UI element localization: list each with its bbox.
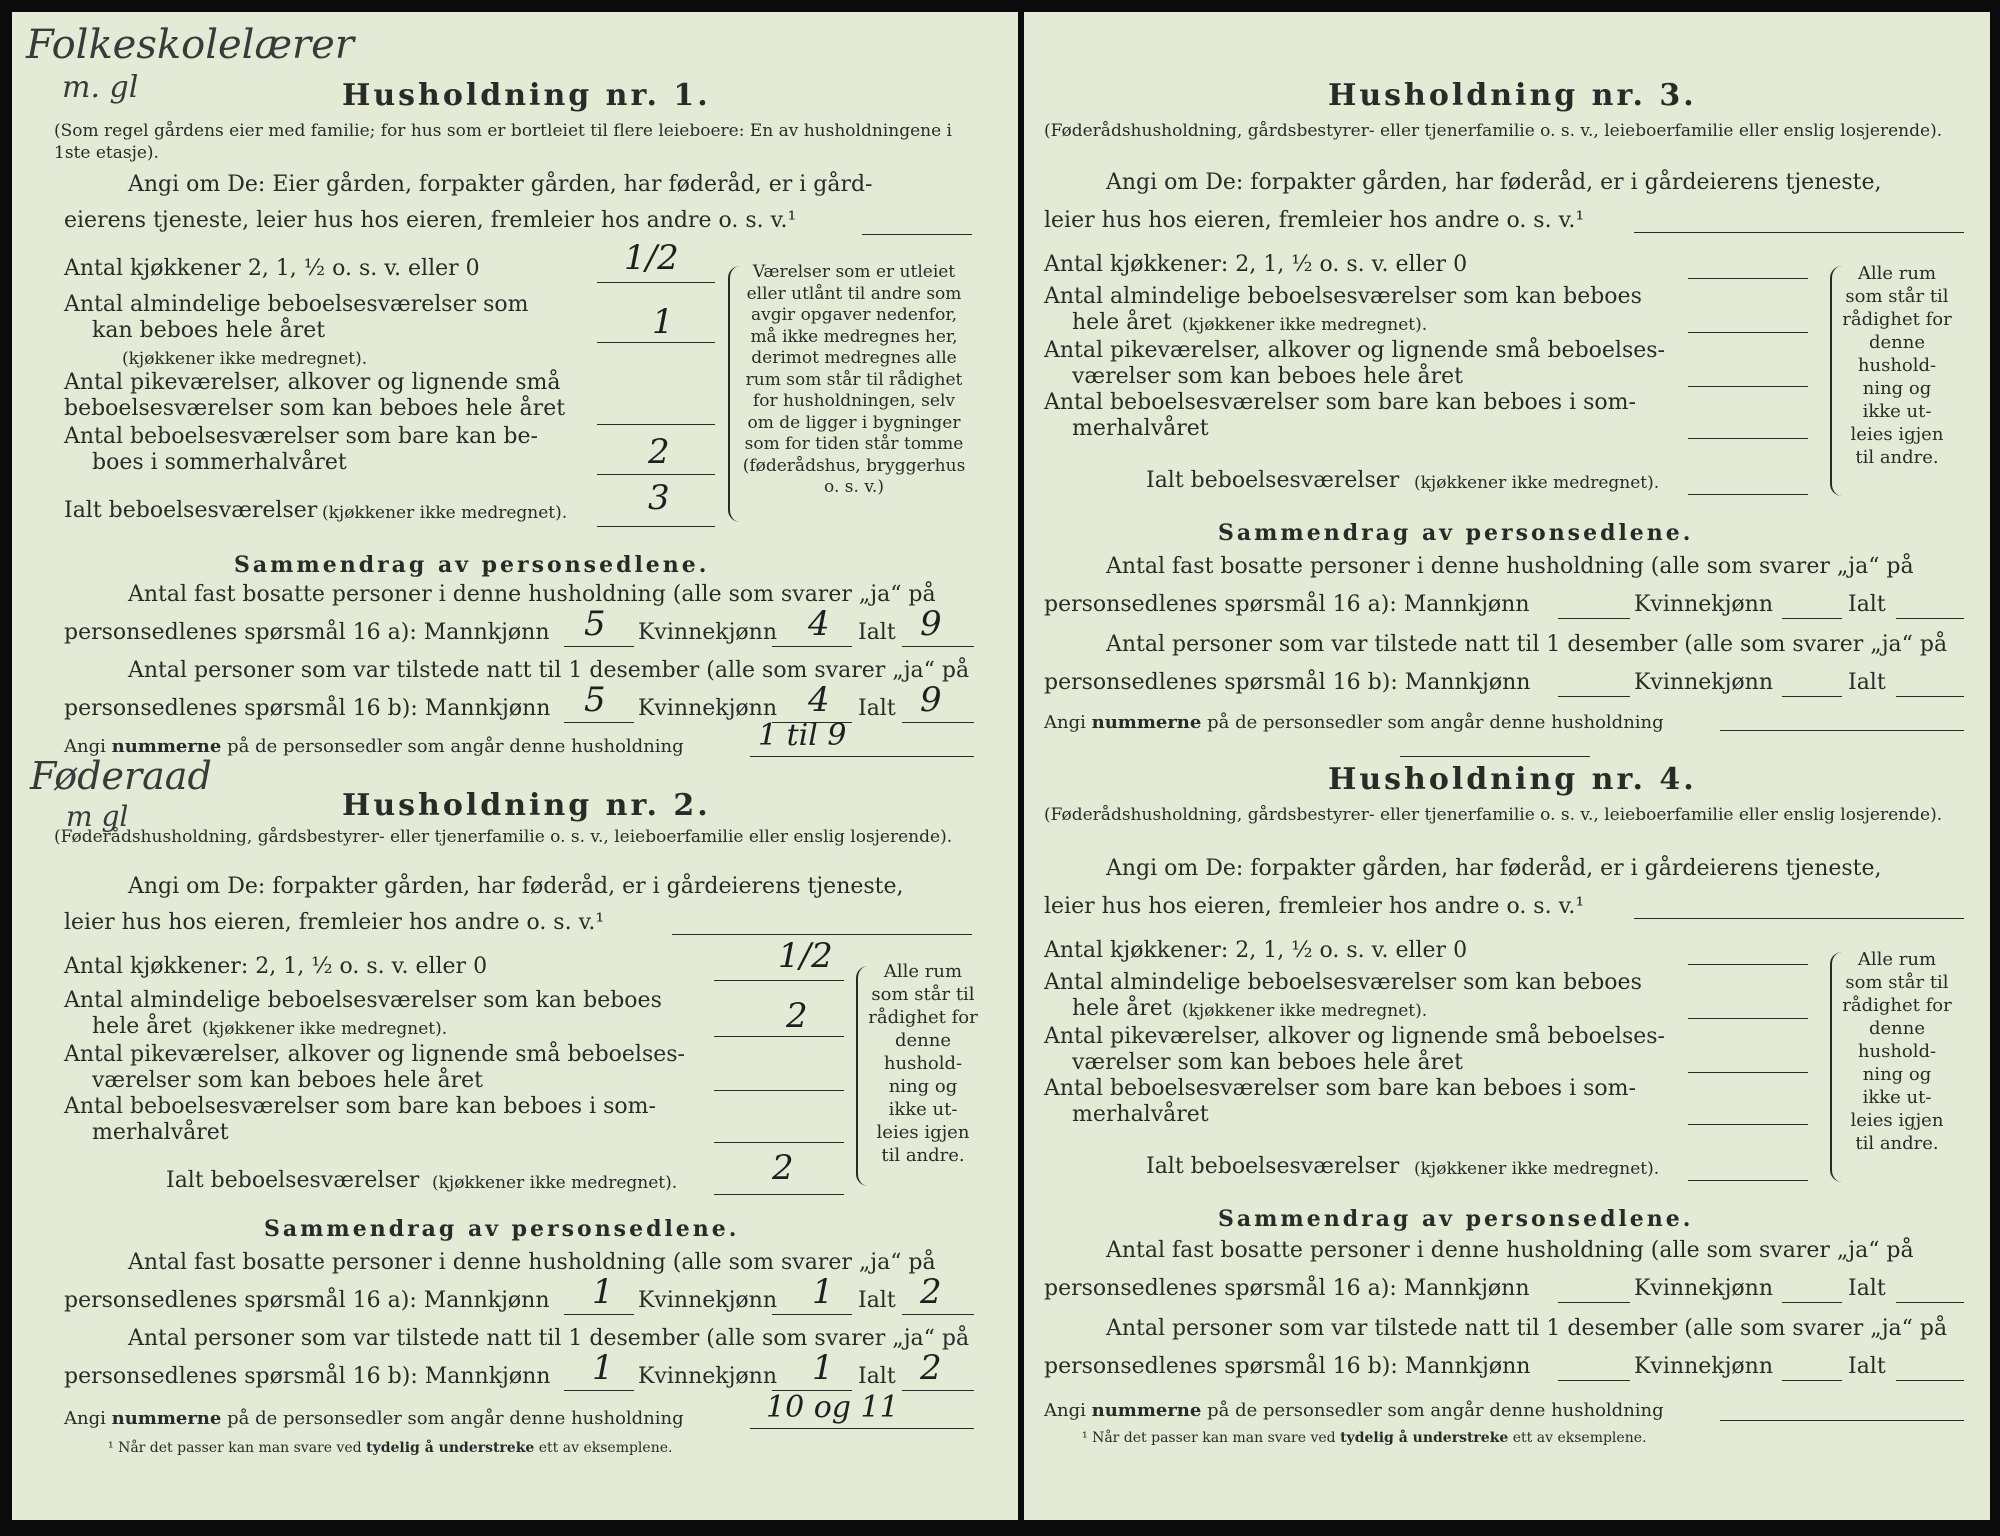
q-kjokkener: Antal kjøkkener: 2, 1, ½ o. s. v. eller 0 bbox=[1044, 252, 1468, 277]
summary-a-line2: personsedlenes spørsmål 16 a): Mannkjønn bbox=[64, 620, 550, 645]
household-1-angi-line2: eierens tjeneste, leier hus hos eieren, fremleier hos andre o. s. v.¹ bbox=[64, 208, 797, 233]
kvinne-label: Kvinnekjønn bbox=[1634, 670, 1773, 695]
q-sommer-2: boes i sommerhalvåret bbox=[92, 450, 347, 475]
answer-a-ialt: 9 bbox=[920, 604, 942, 644]
q-almindelige-note: (kjøkkener ikke medregnet). bbox=[122, 349, 368, 369]
q-sommer: Antal beboelsesværelser som bare kan beboes i som- bbox=[1044, 1076, 1636, 1101]
q-almindelige: Antal almindelige beboelsesværelser som kan beboes bbox=[64, 988, 662, 1013]
answer-a-kvinne: 1 bbox=[812, 1272, 834, 1312]
summary-b-line1: Antal personer som var tilstede natt til 1 desember (alle som svarer „ja“ på bbox=[128, 658, 970, 683]
side-note: Alle rum som står til rådighet for denne hushold-ning og ikke ut-leies igjen til andre. bbox=[1842, 949, 1952, 1154]
brace bbox=[856, 966, 868, 1186]
answer-a-mann: 1 bbox=[592, 1272, 614, 1312]
q-kjokkener: Antal kjøkkener: 2, 1, ½ o. s. v. eller 0 bbox=[1044, 938, 1468, 963]
side-note: Alle rum som står til rådighet for denne hushold-ning og ikke ut-leies igjen til andre. bbox=[868, 961, 978, 1166]
answer-nummerne: 10 og 11 bbox=[766, 1390, 899, 1425]
household-4-title: Husholdning nr. 4. bbox=[1328, 762, 1697, 797]
household-3-title: Husholdning nr. 3. bbox=[1328, 78, 1697, 113]
household-2-title: Husholdning nr. 2. bbox=[342, 788, 711, 823]
kvinne-label: Kvinnekjønn bbox=[638, 1288, 777, 1313]
q-sommer: Antal beboelsesværelser som bare kan be- bbox=[64, 424, 538, 449]
q-pike-2: beboelsesværelser som kan beboes hele året bbox=[64, 396, 566, 421]
q-sommer: Antal beboelsesværelser som bare kan beboes i som- bbox=[1044, 390, 1636, 415]
household-2-angi-line1: Angi om De: forpakter gården, har føderåd, er i gårdeierens tjeneste, bbox=[128, 874, 904, 899]
q-sommer-2: merhalvåret bbox=[1072, 416, 1209, 441]
q-almindelige: Antal almindelige beboelsesværelser som kan beboes bbox=[1044, 284, 1642, 309]
angi-nummerne: Angi nummerne på de personsedler som angår denne husholdning bbox=[1044, 712, 1664, 733]
summary-b-line1: Antal personer som var tilstede natt til 1 desember (alle som svarer „ja“ på bbox=[1106, 632, 1948, 657]
q-pike: Antal pikeværelser, alkover og lignende små beboelses- bbox=[1044, 1024, 1665, 1049]
q-almindelige-2: hele året bbox=[1072, 996, 1172, 1021]
brace bbox=[728, 266, 740, 522]
answer-b-kvinne: 1 bbox=[812, 1348, 834, 1388]
kvinne-label: Kvinnekjønn bbox=[1634, 592, 1773, 617]
ialt-label: Ialt bbox=[858, 1364, 896, 1389]
household-1-angi-line1: Angi om De: Eier gården, forpakter gården, har føderåd, er i gård- bbox=[128, 172, 873, 197]
summary-a-line1: Antal fast bosatte personer i denne husholdning (alle som svarer „ja“ på bbox=[1106, 1238, 1914, 1263]
side-note: Værelser som er utleiet eller utlånt til andre som avgir opgaver nedenfor, må ikke medregnes her, derimot medregnes alle rum som står til rådighet for husholdningen, selv om de ligger i bygninger som for tiden står tomme (føderådshus, bryggerhus o. s. v.) bbox=[742, 262, 966, 497]
q-pike-2: værelser som kan beboes hele året bbox=[92, 1068, 483, 1093]
answer-b-ialt: 2 bbox=[920, 1348, 942, 1388]
footnote: ¹ Når det passer kan man svare ved tydelig å understreke ett av eksemplene. bbox=[108, 1440, 673, 1456]
answer-b-kvinne: 4 bbox=[808, 680, 830, 720]
summary-a-line2: personsedlenes spørsmål 16 a): Mannkjønn bbox=[1044, 592, 1530, 617]
q-sommer: Antal beboelsesværelser som bare kan beboes i som- bbox=[64, 1094, 656, 1119]
q-almindelige-2: hele året bbox=[1072, 310, 1172, 335]
household-3-angi-line1: Angi om De: forpakter gården, har føderåd, er i gårdeierens tjeneste, bbox=[1106, 170, 1882, 195]
q-almindelige: Antal almindelige beboelsesværelser som kan beboes bbox=[1044, 970, 1642, 995]
q-ialt: Ialt beboelsesværelser bbox=[1146, 468, 1400, 493]
household-3-subtitle: (Føderådshusholdning, gårdsbestyrer- eller tjenerfamilie o. s. v., leieboerfamilie eller enslig losjerende). bbox=[1044, 121, 1943, 141]
q-pike-2: værelser som kan beboes hele året bbox=[1072, 364, 1463, 389]
household-1-title: Husholdning nr. 1. bbox=[342, 78, 711, 113]
side-note: Alle rum som står til rådighet for denne hushold-ning og ikke ut-leies igjen til andre. bbox=[1842, 263, 1952, 468]
summary-title: Sammendrag av personsedlene. bbox=[1218, 520, 1694, 546]
answer-almindelige: 1 bbox=[652, 302, 674, 342]
q-almindelige-note: (kjøkkener ikke medregnet). bbox=[1182, 315, 1428, 335]
ialt-label: Ialt bbox=[858, 620, 896, 645]
summary-b-line2: personsedlenes spørsmål 16 b): Mannkjønn bbox=[1044, 670, 1531, 695]
household-2-angi-line2: leier hus hos eieren, fremleier hos andre o. s. v.¹ bbox=[64, 910, 605, 935]
household-3-angi-line2: leier hus hos eieren, fremleier hos andre o. s. v.¹ bbox=[1044, 208, 1585, 233]
q-almindelige: Antal almindelige beboelsesværelser som bbox=[64, 292, 529, 317]
answer-b-mann: 5 bbox=[584, 680, 606, 720]
ialt-label: Ialt bbox=[1848, 1354, 1886, 1379]
household-4-subtitle: (Føderådshusholdning, gårdsbestyrer- eller tjenerfamilie o. s. v., leieboerfamilie eller enslig losjerende). bbox=[1044, 805, 1943, 825]
answer-b-mann: 1 bbox=[592, 1348, 614, 1388]
q-ialt: Ialt beboelsesværelser bbox=[166, 1168, 420, 1193]
ialt-label: Ialt bbox=[1848, 1276, 1886, 1301]
q-almindelige-note: (kjøkkener ikke medregnet). bbox=[1182, 1001, 1428, 1021]
q-almindelige-2: hele året bbox=[92, 1014, 192, 1039]
summary-b-line1: Antal personer som var tilstede natt til 1 desember (alle som svarer „ja“ på bbox=[1106, 1316, 1948, 1341]
q-almindelige-2: kan beboes hele året bbox=[92, 318, 326, 343]
answer-kjokkener: 1/2 bbox=[624, 238, 679, 278]
kvinne-label: Kvinnekjønn bbox=[638, 696, 777, 721]
summary-b-line2: personsedlenes spørsmål 16 b): Mannkjønn bbox=[64, 1364, 551, 1389]
answer-ialt: 3 bbox=[648, 478, 670, 518]
angi-nummerne: Angi nummerne på de personsedler som angår denne husholdning bbox=[1044, 1400, 1664, 1421]
q-ialt-note: (kjøkkener ikke medregnet). bbox=[1414, 1159, 1660, 1179]
household-1-subtitle: (Som regel gårdens eier med familie; for hus som er bortleiet til flere leieboere: En av husholdningene i 1ste etasje). bbox=[54, 121, 952, 163]
ialt-label: Ialt bbox=[1848, 670, 1886, 695]
summary-a-line1: Antal fast bosatte personer i denne husholdning (alle som svarer „ja“ på bbox=[128, 1250, 936, 1275]
brace bbox=[1830, 952, 1842, 1182]
handwritten-annotation: m. gl bbox=[62, 70, 139, 105]
angi-nummerne: Angi nummerne på de personsedler som angår denne husholdning bbox=[64, 736, 684, 757]
brace bbox=[1830, 266, 1842, 496]
answer-a-mann: 5 bbox=[584, 604, 606, 644]
q-pike: Antal pikeværelser, alkover og lignende små beboelses- bbox=[64, 1042, 685, 1067]
kvinne-label: Kvinnekjønn bbox=[1634, 1354, 1773, 1379]
summary-a-line2: personsedlenes spørsmål 16 a): Mannkjønn bbox=[1044, 1276, 1530, 1301]
ialt-label: Ialt bbox=[858, 696, 896, 721]
handwritten-annotation: Føderaad bbox=[30, 754, 212, 798]
ialt-label: Ialt bbox=[1848, 592, 1886, 617]
summary-a-line2: personsedlenes spørsmål 16 a): Mannkjønn bbox=[64, 1288, 550, 1313]
angi-nummerne: Angi nummerne på de personsedler som angår denne husholdning bbox=[64, 1408, 684, 1429]
summary-title: Sammendrag av personsedlene. bbox=[264, 1216, 740, 1242]
answer-almindelige: 2 bbox=[786, 996, 808, 1036]
q-sommer-2: merhalvåret bbox=[1072, 1102, 1209, 1127]
kvinne-label: Kvinnekjønn bbox=[1634, 1276, 1773, 1301]
left-page bbox=[12, 12, 1018, 1520]
household-4-angi-line1: Angi om De: forpakter gården, har føderåd, er i gårdeierens tjeneste, bbox=[1106, 856, 1882, 881]
summary-title: Sammendrag av personsedlene. bbox=[234, 552, 710, 578]
q-pike-2: værelser som kan beboes hele året bbox=[1072, 1050, 1463, 1075]
answer-b-ialt: 9 bbox=[920, 680, 942, 720]
handwritten-annotation: m gl bbox=[66, 800, 129, 833]
summary-b-line2: personsedlenes spørsmål 16 b): Mannkjønn bbox=[64, 696, 551, 721]
q-almindelige-note: (kjøkkener ikke medregnet). bbox=[202, 1019, 448, 1039]
household-4-angi-line2: leier hus hos eieren, fremleier hos andre o. s. v.¹ bbox=[1044, 894, 1585, 919]
q-sommer-2: merhalvåret bbox=[92, 1120, 229, 1145]
kvinne-label: Kvinnekjønn bbox=[638, 1364, 777, 1389]
q-ialt-note: (kjøkkener ikke medregnet). bbox=[432, 1173, 678, 1193]
handwritten-annotation: Folkeskolelærer bbox=[26, 22, 354, 68]
q-pike: Antal pikeværelser, alkover og lignende små bbox=[64, 370, 561, 395]
answer-a-kvinne: 4 bbox=[808, 604, 830, 644]
q-ialt: Ialt beboelsesværelser bbox=[64, 498, 318, 523]
q-ialt-note: (kjøkkener ikke medregnet). bbox=[322, 503, 568, 523]
right-page bbox=[1024, 12, 1990, 1520]
q-kjokkener: Antal kjøkkener: 2, 1, ½ o. s. v. eller 0 bbox=[64, 954, 488, 979]
answer-nummerne: 1 til 9 bbox=[758, 718, 847, 753]
answer-sommer: 2 bbox=[648, 432, 670, 472]
summary-a-line1: Antal fast bosatte personer i denne husholdning (alle som svarer „ja“ på bbox=[128, 582, 936, 607]
kvinne-label: Kvinnekjønn bbox=[638, 620, 777, 645]
summary-b-line2: personsedlenes spørsmål 16 b): Mannkjønn bbox=[1044, 1354, 1531, 1379]
q-kjokkener: Antal kjøkkener 2, 1, ½ o. s. v. eller 0 bbox=[64, 256, 480, 281]
summary-a-line1: Antal fast bosatte personer i denne husholdning (alle som svarer „ja“ på bbox=[1106, 554, 1914, 579]
household-2-subtitle: (Føderådshusholdning, gårdsbestyrer- eller tjenerfamilie o. s. v., leieboerfamilie eller enslig losjerende). bbox=[54, 827, 953, 847]
q-ialt: Ialt beboelsesværelser bbox=[1146, 1154, 1400, 1179]
answer-ialt: 2 bbox=[772, 1148, 794, 1188]
ialt-label: Ialt bbox=[858, 1288, 896, 1313]
q-pike: Antal pikeværelser, alkover og lignende små beboelses- bbox=[1044, 338, 1665, 363]
summary-title: Sammendrag av personsedlene. bbox=[1218, 1206, 1694, 1232]
answer-kjokkener: 1/2 bbox=[778, 936, 833, 976]
summary-b-line1: Antal personer som var tilstede natt til 1 desember (alle som svarer „ja“ på bbox=[128, 1326, 970, 1351]
q-ialt-note: (kjøkkener ikke medregnet). bbox=[1414, 473, 1660, 493]
footnote: ¹ Når det passer kan man svare ved tydelig å understreke ett av eksemplene. bbox=[1082, 1430, 1647, 1446]
answer-a-ialt: 2 bbox=[920, 1272, 942, 1312]
